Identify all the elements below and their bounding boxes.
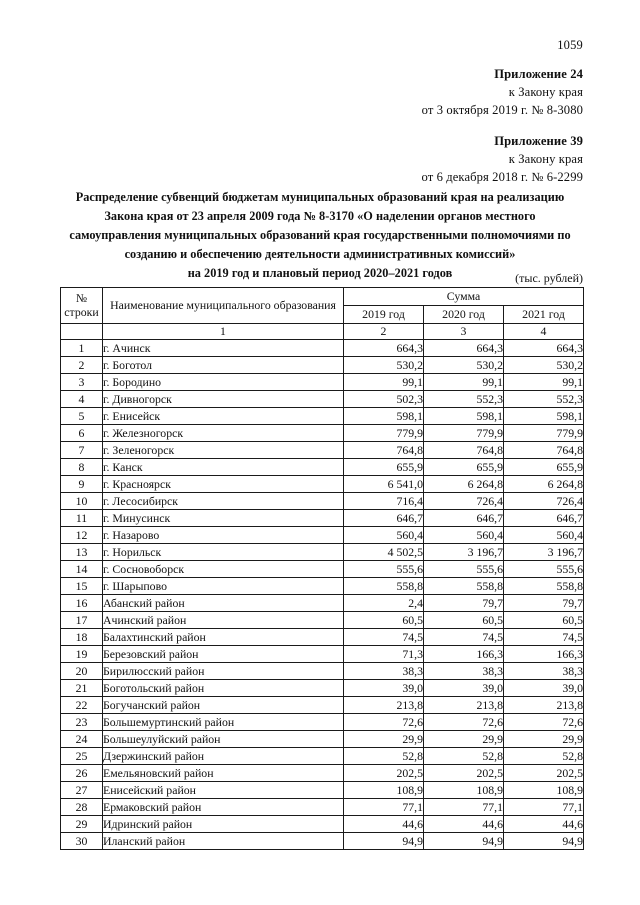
cell-municipality-name: г. Боготол	[103, 357, 344, 374]
cell-row-number: 20	[61, 663, 103, 680]
table-row	[61, 663, 584, 680]
table-row	[61, 680, 584, 697]
column-index-1: 1	[103, 324, 344, 340]
cell-amount-2021: 560,4	[504, 527, 584, 544]
table-row	[61, 442, 584, 459]
cell-amount-2021: 655,9	[504, 459, 584, 476]
table-row	[61, 612, 584, 629]
cell-amount-2019: 555,6	[344, 561, 424, 578]
cell-amount-2019: 72,6	[344, 714, 424, 731]
cell-municipality-name: г. Бородино	[103, 374, 344, 391]
cell-row-number: 9	[61, 476, 103, 493]
cell-amount-2021: 646,7	[504, 510, 584, 527]
cell-amount-2019: 38,3	[344, 663, 424, 680]
cell-municipality-name: г. Дивногорск	[103, 391, 344, 408]
column-index-3: 3	[424, 324, 504, 340]
cell-amount-2019: 108,9	[344, 782, 424, 799]
cell-amount-2021: 166,3	[504, 646, 584, 663]
cell-row-number: 28	[61, 799, 103, 816]
table-row	[61, 748, 584, 765]
cell-amount-2021: 39,0	[504, 680, 584, 697]
cell-amount-2021: 3 196,7	[504, 544, 584, 561]
cell-amount-2019: 502,3	[344, 391, 424, 408]
cell-amount-2020: 558,8	[424, 578, 504, 595]
header-sum-group: Сумма	[344, 288, 584, 306]
cell-amount-2020: 213,8	[424, 697, 504, 714]
cell-row-number: 12	[61, 527, 103, 544]
subventions-table	[60, 287, 584, 850]
cell-amount-2020: 29,9	[424, 731, 504, 748]
appendix-block-39	[421, 133, 583, 187]
cell-amount-2021: 60,5	[504, 612, 584, 629]
cell-amount-2019: 74,5	[344, 629, 424, 646]
cell-municipality-name: г. Канск	[103, 459, 344, 476]
cell-row-number: 10	[61, 493, 103, 510]
table-row	[61, 731, 584, 748]
cell-amount-2021: 108,9	[504, 782, 584, 799]
header-row-number	[61, 288, 103, 324]
cell-amount-2020: 560,4	[424, 527, 504, 544]
cell-municipality-name: г. Красноярск	[103, 476, 344, 493]
table-row	[61, 408, 584, 425]
cell-amount-2021: 726,4	[504, 493, 584, 510]
cell-municipality-name: Бирилюсский район	[103, 663, 344, 680]
cell-amount-2021: 202,5	[504, 765, 584, 782]
table-row	[61, 476, 584, 493]
column-index-blank	[61, 324, 103, 340]
cell-row-number: 11	[61, 510, 103, 527]
cell-amount-2019: 4 502,5	[344, 544, 424, 561]
table-row	[61, 833, 584, 850]
cell-amount-2020: 3 196,7	[424, 544, 504, 561]
cell-amount-2020: 530,2	[424, 357, 504, 374]
cell-row-number: 29	[61, 816, 103, 833]
cell-municipality-name: Боготольский район	[103, 680, 344, 697]
page-number: 1059	[557, 38, 583, 52]
cell-amount-2021: 38,3	[504, 663, 584, 680]
cell-amount-2020: 99,1	[424, 374, 504, 391]
cell-municipality-name: Балахтинский район	[103, 629, 344, 646]
cell-amount-2021: 213,8	[504, 697, 584, 714]
cell-municipality-name: Идринский район	[103, 816, 344, 833]
cell-row-number: 13	[61, 544, 103, 561]
cell-amount-2020: 646,7	[424, 510, 504, 527]
appendix-block-24	[422, 66, 583, 120]
cell-row-number: 15	[61, 578, 103, 595]
cell-amount-2021: 558,8	[504, 578, 584, 595]
cell-amount-2020: 6 264,8	[424, 476, 504, 493]
table-row	[61, 459, 584, 476]
cell-amount-2021: 94,9	[504, 833, 584, 850]
cell-municipality-name: г. Назарово	[103, 527, 344, 544]
cell-amount-2019: 77,1	[344, 799, 424, 816]
table-row	[61, 595, 584, 612]
cell-amount-2020: 726,4	[424, 493, 504, 510]
table-row	[61, 578, 584, 595]
cell-amount-2021: 552,3	[504, 391, 584, 408]
cell-amount-2021: 779,9	[504, 425, 584, 442]
cell-row-number: 8	[61, 459, 103, 476]
cell-municipality-name: Абанский район	[103, 595, 344, 612]
table-row	[61, 493, 584, 510]
column-index-2: 2	[344, 324, 424, 340]
header-year-2021: 2021 год	[504, 306, 584, 324]
cell-row-number: 2	[61, 357, 103, 374]
cell-municipality-name: г. Ачинск	[103, 340, 344, 357]
table-row	[61, 714, 584, 731]
cell-amount-2019: 598,1	[344, 408, 424, 425]
cell-amount-2021: 74,5	[504, 629, 584, 646]
cell-municipality-name: г. Шарыпово	[103, 578, 344, 595]
cell-amount-2020: 202,5	[424, 765, 504, 782]
cell-amount-2021: 6 264,8	[504, 476, 584, 493]
cell-amount-2019: 29,9	[344, 731, 424, 748]
header-row-number-line1: №	[75, 290, 88, 305]
appendix-date-line: от 3 октября 2019 г. № 8-3080	[421, 102, 583, 117]
table-row	[61, 697, 584, 714]
cell-amount-2020: 39,0	[424, 680, 504, 697]
cell-amount-2020: 108,9	[424, 782, 504, 799]
cell-amount-2021: 44,6	[504, 816, 584, 833]
cell-row-number: 30	[61, 833, 103, 850]
table-header-row-1	[61, 288, 584, 306]
cell-amount-2020: 77,1	[424, 799, 504, 816]
cell-municipality-name: г. Зеленогорск	[103, 442, 344, 459]
table-row	[61, 527, 584, 544]
cell-municipality-name: Иланский район	[103, 833, 344, 850]
cell-row-number: 19	[61, 646, 103, 663]
table-row	[61, 816, 584, 833]
cell-amount-2020: 555,6	[424, 561, 504, 578]
title-line-4: созданию и обеспечению деятельности административных комиссий»	[124, 247, 516, 262]
table-column-index-row	[61, 324, 584, 340]
cell-municipality-name: Большемуртинский район	[103, 714, 344, 731]
cell-amount-2020: 44,6	[424, 816, 504, 833]
cell-amount-2019: 655,9	[344, 459, 424, 476]
cell-municipality-name: г. Лесосибирск	[103, 493, 344, 510]
header-year-2019: 2019 год	[344, 306, 424, 324]
cell-row-number: 14	[61, 561, 103, 578]
table-row	[61, 646, 584, 663]
cell-municipality-name: г. Железногорск	[103, 425, 344, 442]
cell-amount-2019: 2,4	[344, 595, 424, 612]
table-row	[61, 544, 584, 561]
cell-amount-2020: 79,7	[424, 595, 504, 612]
cell-amount-2019: 52,8	[344, 748, 424, 765]
cell-amount-2021: 598,1	[504, 408, 584, 425]
cell-amount-2019: 44,6	[344, 816, 424, 833]
cell-municipality-name: Ермаковский район	[103, 799, 344, 816]
cell-amount-2019: 560,4	[344, 527, 424, 544]
cell-amount-2019: 94,9	[344, 833, 424, 850]
cell-amount-2021: 99,1	[504, 374, 584, 391]
cell-amount-2019: 558,8	[344, 578, 424, 595]
cell-amount-2019: 60,5	[344, 612, 424, 629]
cell-municipality-name: Большеулуйский район	[103, 731, 344, 748]
cell-amount-2021: 764,8	[504, 442, 584, 459]
cell-amount-2019: 99,1	[344, 374, 424, 391]
title-line-5: на 2019 год и плановый период 2020–2021 годов	[187, 266, 453, 281]
title-line-3: самоуправления муниципальных образований края государственными полномочиями по	[69, 228, 571, 243]
cell-row-number: 27	[61, 782, 103, 799]
header-year-2020: 2020 год	[424, 306, 504, 324]
header-municipality-name: Наименование муниципального образования	[103, 288, 344, 324]
cell-municipality-name: г. Сосновоборск	[103, 561, 344, 578]
cell-amount-2019: 6 541,0	[344, 476, 424, 493]
units-note: (тыс. рублей)	[515, 271, 583, 285]
table-row	[61, 782, 584, 799]
cell-amount-2020: 664,3	[424, 340, 504, 357]
cell-amount-2019: 213,8	[344, 697, 424, 714]
cell-amount-2021: 664,3	[504, 340, 584, 357]
cell-amount-2021: 555,6	[504, 561, 584, 578]
cell-amount-2019: 530,2	[344, 357, 424, 374]
appendix-title: Приложение 39	[494, 134, 583, 148]
cell-amount-2020: 779,9	[424, 425, 504, 442]
cell-row-number: 16	[61, 595, 103, 612]
cell-row-number: 24	[61, 731, 103, 748]
cell-amount-2019: 779,9	[344, 425, 424, 442]
table-row	[61, 629, 584, 646]
cell-amount-2020: 52,8	[424, 748, 504, 765]
cell-amount-2019: 764,8	[344, 442, 424, 459]
cell-municipality-name: г. Енисейск	[103, 408, 344, 425]
cell-row-number: 6	[61, 425, 103, 442]
cell-amount-2021: 77,1	[504, 799, 584, 816]
cell-amount-2020: 552,3	[424, 391, 504, 408]
cell-row-number: 4	[61, 391, 103, 408]
cell-amount-2020: 655,9	[424, 459, 504, 476]
subventions-table-wrap	[60, 287, 583, 850]
cell-municipality-name: Ачинский район	[103, 612, 344, 629]
cell-row-number: 1	[61, 340, 103, 357]
cell-row-number: 26	[61, 765, 103, 782]
cell-amount-2020: 74,5	[424, 629, 504, 646]
table-row	[61, 765, 584, 782]
cell-amount-2019: 202,5	[344, 765, 424, 782]
cell-amount-2020: 764,8	[424, 442, 504, 459]
cell-amount-2020: 166,3	[424, 646, 504, 663]
cell-amount-2021: 29,9	[504, 731, 584, 748]
cell-municipality-name: Березовский район	[103, 646, 344, 663]
cell-amount-2021: 72,6	[504, 714, 584, 731]
table-row	[61, 425, 584, 442]
appendix-date-line: от 6 декабря 2018 г. № 6-2299	[421, 169, 583, 184]
cell-amount-2019: 39,0	[344, 680, 424, 697]
table-row	[61, 510, 584, 527]
cell-municipality-name: г. Норильск	[103, 544, 344, 561]
cell-amount-2019: 646,7	[344, 510, 424, 527]
cell-municipality-name: Дзержинский район	[103, 748, 344, 765]
table-head	[61, 288, 584, 340]
page-title	[52, 188, 588, 283]
cell-amount-2020: 94,9	[424, 833, 504, 850]
cell-municipality-name: Емельяновский район	[103, 765, 344, 782]
cell-row-number: 23	[61, 714, 103, 731]
cell-municipality-name: г. Минусинск	[103, 510, 344, 527]
cell-municipality-name: Енисейский район	[103, 782, 344, 799]
title-line-2: Закона края от 23 апреля 2009 года № 8-3170 «О наделении органов местного	[104, 209, 536, 224]
table-row	[61, 340, 584, 357]
cell-row-number: 5	[61, 408, 103, 425]
cell-amount-2019: 71,3	[344, 646, 424, 663]
table-row	[61, 391, 584, 408]
table-body	[61, 340, 584, 850]
cell-row-number: 17	[61, 612, 103, 629]
header-row-number-line2: строки	[64, 304, 99, 319]
appendix-law-line: к Закону края	[508, 84, 583, 99]
cell-amount-2020: 38,3	[424, 663, 504, 680]
column-index-4: 4	[504, 324, 584, 340]
table-row	[61, 357, 584, 374]
appendix-title: Приложение 24	[494, 67, 583, 81]
cell-row-number: 25	[61, 748, 103, 765]
cell-row-number: 22	[61, 697, 103, 714]
cell-amount-2020: 72,6	[424, 714, 504, 731]
cell-row-number: 21	[61, 680, 103, 697]
table-row	[61, 374, 584, 391]
cell-amount-2019: 664,3	[344, 340, 424, 357]
table-row	[61, 799, 584, 816]
cell-amount-2020: 60,5	[424, 612, 504, 629]
title-line-1: Распределение субвенций бюджетам муниципальных образований края на реализацию	[75, 190, 565, 204]
cell-amount-2020: 598,1	[424, 408, 504, 425]
table-row	[61, 561, 584, 578]
appendix-law-line: к Закону края	[508, 151, 583, 166]
cell-row-number: 18	[61, 629, 103, 646]
cell-municipality-name: Богучанский район	[103, 697, 344, 714]
cell-amount-2019: 716,4	[344, 493, 424, 510]
cell-amount-2021: 79,7	[504, 595, 584, 612]
cell-amount-2021: 530,2	[504, 357, 584, 374]
cell-amount-2021: 52,8	[504, 748, 584, 765]
cell-row-number: 3	[61, 374, 103, 391]
cell-row-number: 7	[61, 442, 103, 459]
